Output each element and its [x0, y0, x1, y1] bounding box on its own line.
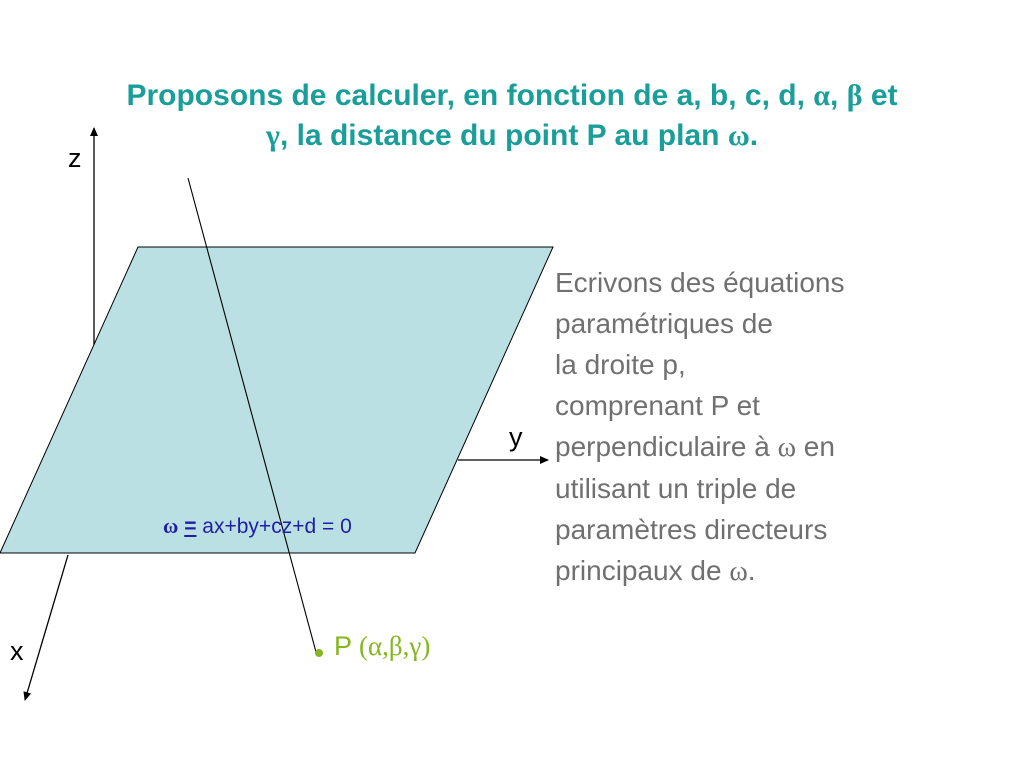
title-text-1: Proposons de calculer, en fonction de a, b, c, d,	[126, 79, 814, 112]
title-text-2: , la distance du point P au plan	[279, 119, 728, 152]
explanation-line-8-b: .	[747, 555, 756, 586]
explanation-line-2: paramétriques de	[555, 308, 773, 339]
title-omega: ω	[727, 119, 750, 152]
explanation-line-5-a: perpendiculaire à	[555, 431, 778, 462]
plane-equation-text: ax+by+cz+d = 0	[196, 515, 352, 538]
title-end: .	[749, 119, 759, 152]
explanation-line-5-b: en	[796, 431, 835, 462]
explanation-line-4: comprenant P et	[555, 390, 760, 421]
title-alpha: α	[813, 79, 831, 112]
explanation-line-8-a: principaux de	[555, 555, 730, 586]
point-name: P	[334, 631, 360, 661]
title-gamma: γ	[265, 119, 280, 152]
explanation-line-3: la droite p,	[555, 349, 686, 380]
explanation-line-5	[555, 426, 995, 468]
explanation-line-7: paramètres directeurs	[555, 514, 828, 545]
explanation-omega-1: ω	[777, 432, 797, 463]
point-p-marker	[315, 649, 323, 657]
title-beta: β	[846, 79, 863, 112]
title-sep-2: et	[862, 79, 898, 112]
explanation-line-6: utilisant un triple de	[555, 473, 797, 504]
plane-equation	[163, 514, 352, 539]
y-axis-label: y	[509, 422, 523, 452]
point-p-label	[334, 631, 430, 662]
z-axis-label: z	[68, 143, 82, 173]
explanation-line-1: Ecrivons des équations	[555, 267, 845, 298]
explanation-omega-2: ω	[729, 556, 748, 587]
title-sep-1: ,	[830, 79, 847, 112]
plane-equals: =	[184, 515, 197, 538]
point-coords: (α,β,γ)	[359, 631, 431, 661]
explanation-line-8	[555, 550, 995, 592]
explanation-text	[555, 262, 995, 592]
plane-symbol: ω	[163, 514, 179, 538]
x-axis	[25, 555, 68, 700]
x-axis-label: x	[10, 636, 24, 666]
